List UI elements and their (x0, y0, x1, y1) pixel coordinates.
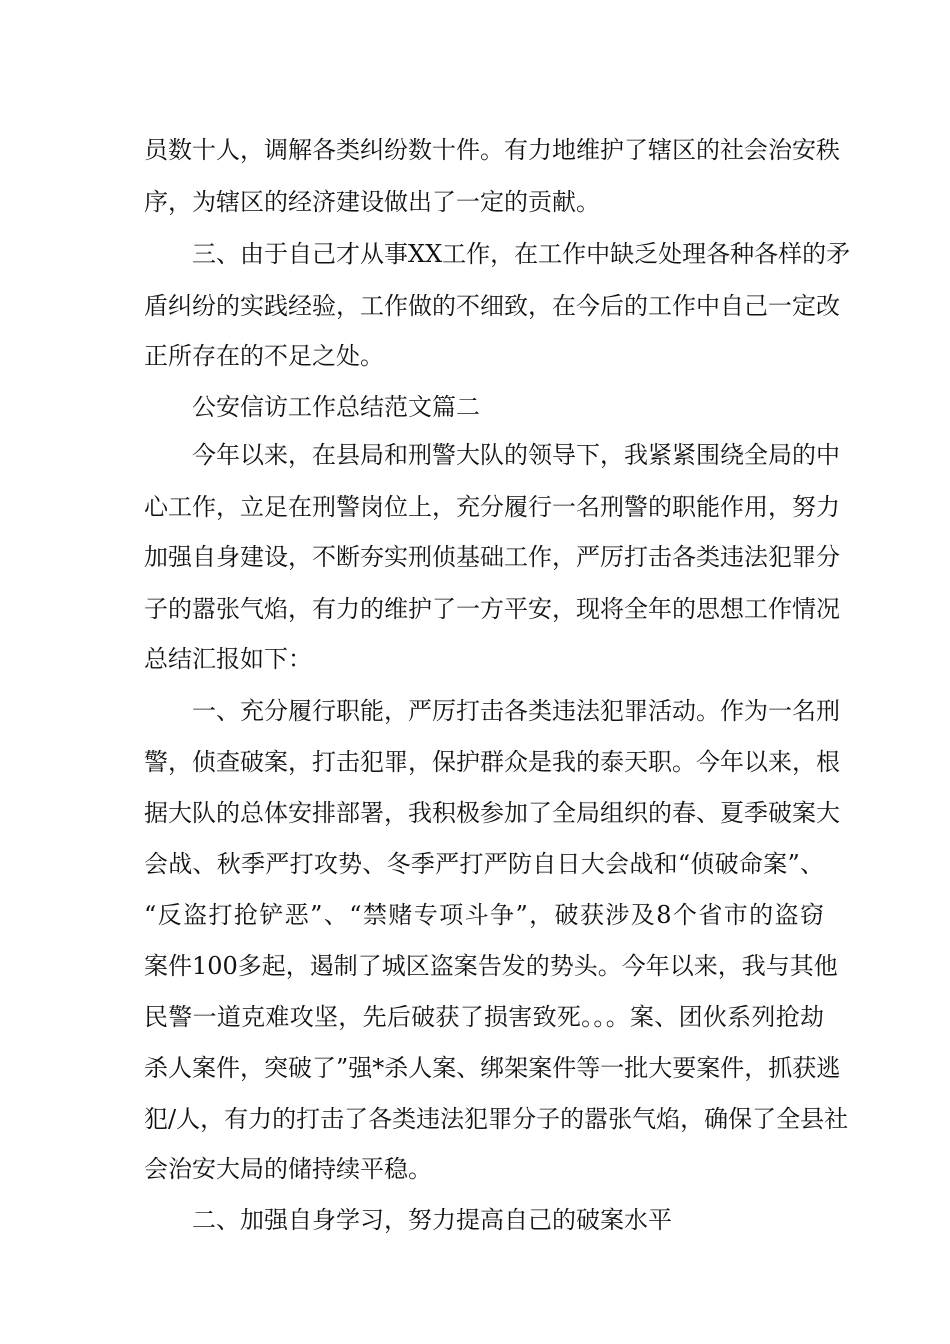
text-line: 案件100多起，遏制了城区盗案告发的势头。今年以来，我与其他 (144, 952, 838, 980)
text-line: “反盗打抢铲恶”、“禁赌专项斗争”，破获涉及8个省市的盗窃 (144, 901, 824, 929)
text-line: 盾纠纷的实践经验，工作做的不细致，在今后的工作中自己一定改 (144, 292, 840, 320)
text-line: 子的嚣张气焰，有力的维护了一方平安，现将全年的思想工作情况 (144, 595, 840, 623)
text-line: 据大队的总体安排部署，我积极参加了全局组织的春、夏季破案大 (144, 799, 840, 827)
text-line: 序，为辖区的经济建设做出了一定的贡献。 (144, 188, 600, 216)
text-line: 会战、秋季严打攻势、冬季严打严防自日大会战和“侦破命案”、 (144, 850, 824, 878)
text-line: 会治安大局的储持续平稳。 (144, 1155, 432, 1183)
text-line: 警，侦查破案，打击犯罪，保护群众是我的泰天职。今年以来，根 (144, 748, 840, 776)
paragraph-first-line: 今年以来，在县局和刑警大队的领导下，我紧紧围绕全局的中 (192, 441, 840, 469)
text-line: 员数十人，调解各类纠纷数十件。有力地维护了辖区的社会治安秩 (144, 136, 840, 164)
text-line: 杀人案件，突破了”强*杀人案、绑架案件等一批大要案件，抓获逃 (144, 1054, 841, 1082)
section-heading: 公安信访工作总结范文篇二 (192, 393, 480, 421)
text-line: 民警一道克难攻坚，先后破获了损害致死。。。案、团伙系列抢劫 (144, 1003, 824, 1031)
text-line: 心工作，立足在刑警岗位上，充分履行一名刑警的职能作用，努力 (144, 493, 840, 521)
section-heading: 二、加强自身学习，努力提高自己的破案水平 (192, 1206, 672, 1234)
text-line: 正所存在的不足之处。 (144, 342, 384, 370)
paragraph-first-line: 一、充分履行职能，严厉打击各类违法犯罪活动。作为一名刑 (192, 697, 840, 725)
text-line: 犯/人，有力的打击了各类违法犯罪分子的嚣张气焰，确保了全县社 (144, 1105, 849, 1133)
text-line: 总结汇报如下： (144, 645, 312, 673)
paragraph-first-line: 三、由于自己才从事XX工作，在工作中缺乏处理各种各样的矛 (192, 240, 851, 268)
text-line: 加强自身建设，不断夯实刑侦基础工作，严厉打击各类违法犯罪分 (144, 543, 840, 571)
